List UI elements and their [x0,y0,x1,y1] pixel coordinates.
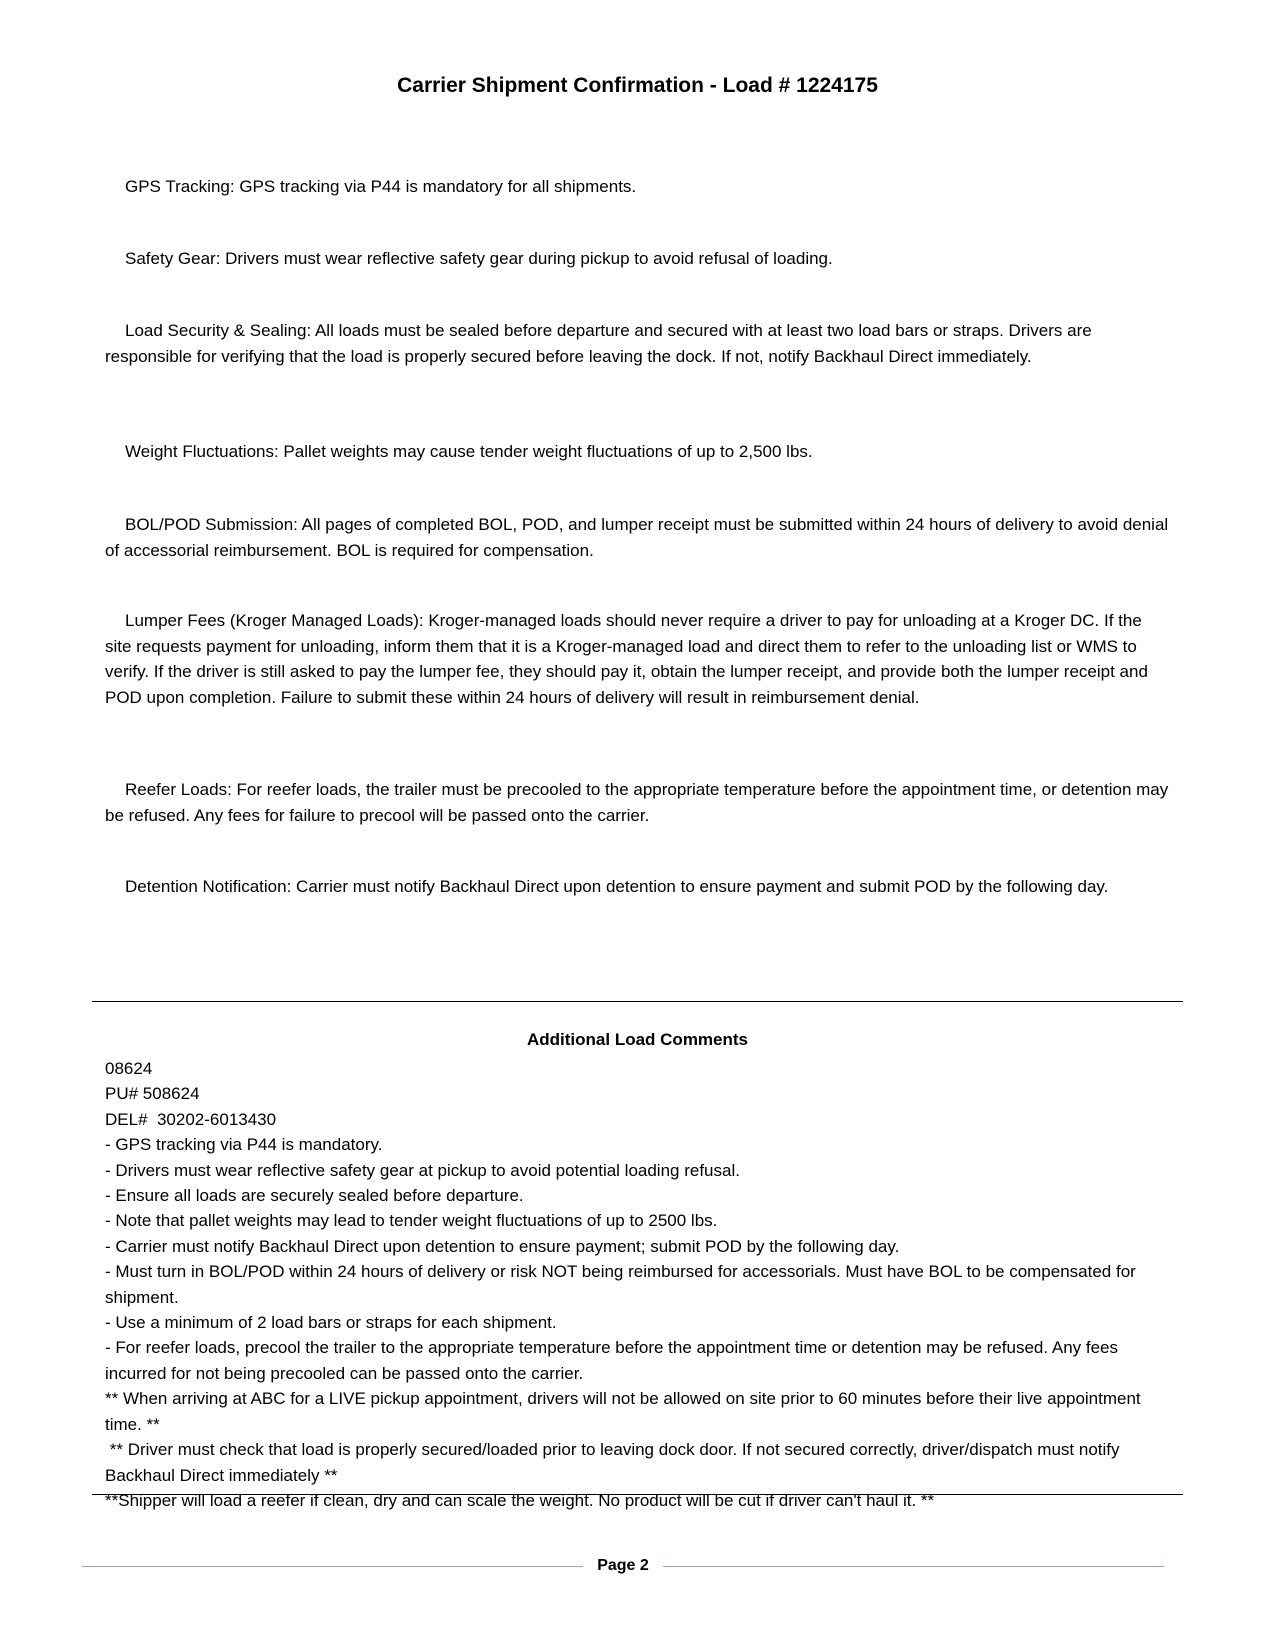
comment-line: - Drivers must wear reflective safety gear at pickup to avoid potential loading refusal. [105,1160,740,1180]
comment-line: - GPS tracking via P44 is mandatory. [105,1135,383,1155]
term-detention-notification: Detention Notification: Carrier must notify Backhaul Direct upon detention to ensure payment and submit POD by the following day. [125,877,1109,896]
footer-rule-right [663,1566,1164,1567]
section-divider-bottom [92,1494,1183,1495]
comment-line: **Shipper will load a reefer if clean, dry and can scale the weight. No product will be cut if driver can't haul it. ** [105,1490,935,1510]
comment-line: - Carrier must notify Backhaul Direct upon detention to ensure payment; submit POD by the following day. [105,1236,900,1256]
comment-line: - For reefer loads, precool the trailer to the appropriate temperature before the appointment time or detention may be refused. Any fees incurred for not being precooled can be passed onto the carrier. [105,1338,1123,1383]
page-footer [82,1557,1164,1575]
document-title: Carrier Shipment Confirmation - Load # 1224175 [397,74,878,97]
comment-line: - Use a minimum of 2 load bars or straps for each shipment. [105,1313,557,1333]
comment-line: ** Driver must check that load is properly secured/loaded prior to leaving dock door. If not secured correctly, driver/dispatch must notify Backhaul Direct immediately ** [105,1440,1125,1485]
comment-line: - Ensure all loads are securely sealed before departure. [105,1186,524,1206]
term-load-security: Load Security & Sealing: All loads must be sealed before departure and secured with at least two load bars or straps. Drivers are responsible for verifying that the load is properly secured before leaving the dock. If not, notify Backhaul Direct immediately. [105,321,1092,366]
term-lumper-fees: Lumper Fees (Kroger Managed Loads): Kroger-managed loads should never require a driver to pay for unloading at a Kroger DC. If the site requests payment for unloading, inform them that it is a Kroger-managed load and direct them to refer to the unloading list or WMS to verify. If the driver is still asked to pay the lumper fee, they should pay it, obtain the lumper receipt, and provide both the lumper receipt and POD upon completion. Failure to submit these within 24 hours of delivery will result in reimbursement denial. [105,611,1148,707]
additional-comments-list [105,1056,1175,1513]
footer-rule-left [82,1566,583,1567]
additional-comments-heading: Additional Load Comments [527,1030,748,1049]
term-bol-pod-submission: BOL/POD Submission: All pages of completed BOL, POD, and lumper receipt must be submitted within 24 hours of delivery to avoid denial of accessorial reimbursement. BOL is required for compensation. [105,515,1169,560]
comment-line: ** When arriving at ABC for a LIVE pickup appointment, drivers will not be allowed on site prior to 60 minutes before their live appointment time. ** [105,1389,1146,1434]
term-weight-fluctuations: Weight Fluctuations: Pallet weights may cause tender weight fluctuations of up to 2,500 lbs. [125,442,813,461]
term-safety-gear: Safety Gear: Drivers must wear reflective safety gear during pickup to avoid refusal of loading. [125,249,833,268]
comment-line: - Must turn in BOL/POD within 24 hours of delivery or risk NOT being reimbursed for accessorials. Must have BOL to be compensated for shipment. [105,1262,1141,1307]
comment-line: - Note that pallet weights may lead to tender weight fluctuations of up to 2500 lbs. [105,1211,718,1231]
comment-line: 08624 [105,1059,153,1078]
page-number: Page 2 [597,1557,649,1574]
term-reefer-loads: Reefer Loads: For reefer loads, the trailer must be precooled to the appropriate temperature before the appointment time, or detention may be refused. Any fees for failure to precool will be passed onto the carrier. [105,780,1169,825]
section-divider-top [92,1001,1183,1002]
comment-line: PU# 508624 [105,1084,200,1104]
comment-line: DEL# 30202-6013430 [105,1109,277,1129]
term-gps-tracking: GPS Tracking: GPS tracking via P44 is mandatory for all shipments. [125,177,637,196]
